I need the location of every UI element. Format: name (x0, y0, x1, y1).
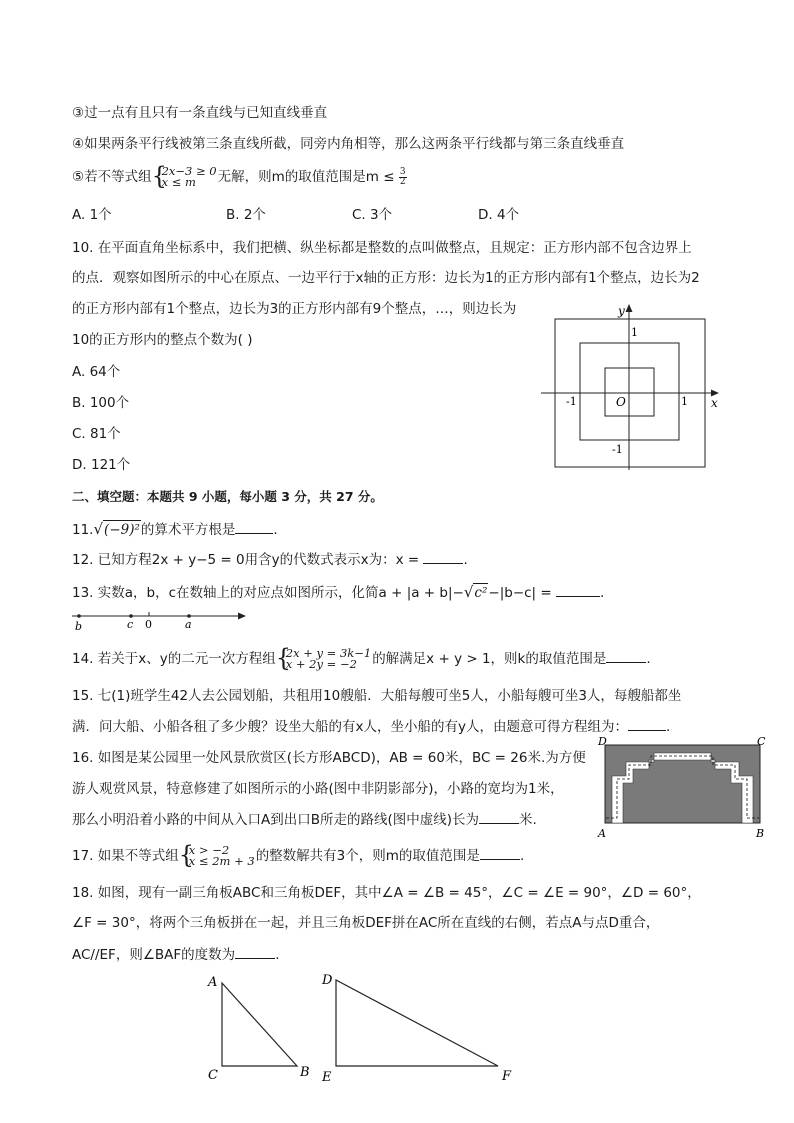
x-axis-label: x (711, 396, 718, 410)
fraction (399, 168, 407, 187)
q16-unit: 米. (519, 812, 537, 828)
answer-blank[interactable] (479, 811, 519, 824)
inequality-system (180, 845, 255, 867)
origin-label: O (616, 395, 626, 409)
q10-line-3: 的正方形内部有1个整点，边长为3的正方形内部有9个整点，…，则边长为 (72, 301, 517, 317)
tick-label: -1 (566, 395, 577, 408)
q16-line-1: 16. 如图是某公园里一处风景欣赏区(长方形ABCD)，AB = 60米，BC = 26米.为方便 (72, 750, 586, 766)
inequality-system (153, 166, 217, 188)
q11-number: 11. (72, 522, 94, 538)
answer-blank[interactable] (606, 650, 646, 663)
q10-option-b[interactable]: B. 100个 (72, 395, 130, 411)
triangles-figure (200, 968, 530, 1088)
q13-text-b: −|b−c| = (488, 585, 556, 601)
fraction-numerator: 3 (399, 166, 406, 177)
q18-line-3: AC//EF，则∠BAF的度数为 . (72, 947, 280, 963)
q10-line-2: 的点．观察如图所示的中心在原点、一边平行于x轴的正方形：边长为1的正方形内部有1个整点，边长为2 (72, 270, 700, 286)
q13-text-a: 13. 实数a，b，c在数轴上的对应点如图所示，化简a + |a + b|− (72, 585, 464, 601)
equation-row: x + 2y = −2 (285, 657, 357, 671)
q17-prefix: 17. 如果不等式组 (72, 848, 179, 864)
sqrt-sign: √ (463, 583, 474, 601)
statement-5-prefix: ⑤若不等式组 (72, 169, 152, 185)
section-heading: 二、填空题：本题共 9 小题，每小题 3 分，共 27 分。 (72, 489, 383, 504)
sqrt-sign: √ (93, 520, 104, 538)
park-path-figure (596, 736, 768, 842)
q18-line-2: ∠F = 30°，将两个三角板拼在一起，并且三角板DEF拼在AC所在直线的右侧，若点A与点D重合， (72, 915, 660, 931)
q14-prefix: 14. 若关于x、y的二元一次方程组 (72, 651, 276, 667)
q10-line-1: 10. 在平面直角坐标系中，我们把横、纵坐标都是整数的点叫做整点，且规定：正方形内部不包含边界上 (72, 240, 692, 256)
statement-5-middle: 无解，则m的取值范围是m ≤ (217, 169, 395, 185)
answer-blank[interactable] (423, 551, 463, 564)
triangle-def (336, 980, 498, 1066)
q18-text: AC//EF，则∠BAF的度数为 (72, 947, 236, 963)
tick-label: 1 (631, 326, 638, 339)
number-line-figure (70, 605, 250, 635)
radicand: (−9)² (104, 522, 140, 538)
q9-option-a[interactable]: A. 1个 (72, 207, 112, 223)
label-a: a (185, 618, 192, 631)
equation-system (277, 648, 371, 670)
q13: 13. 实数a，b，c在数轴上的对应点如图所示，化简a + |a + b|−√c²−|b−c| = . (72, 583, 605, 601)
q16-text: 那么小明沿着小路的中间从入口A到出口B所走的路线(图中虚线)长为 (72, 812, 480, 828)
corner-label-d: D (598, 736, 607, 748)
radicand: c² (474, 585, 488, 601)
q17: 17. 如果不等式组 { x > −2 x ≤ 2m + 3 的整数解共有3个，则m的取值范围是 . (72, 845, 524, 867)
answer-blank[interactable] (235, 521, 273, 534)
corner-label-b: B (756, 827, 765, 840)
q11: 11.√(−9)²的算术平方根是 . (72, 520, 278, 538)
label-c: c (127, 618, 134, 631)
y-axis-label: y (618, 304, 625, 318)
q10-option-c[interactable]: C. 81个 (72, 426, 121, 442)
inequality-row: { x > −2 (188, 843, 230, 857)
tick-label: 1 (681, 395, 688, 408)
q14-text: 的解满足x + y > 1，则k的取值范围是 (372, 651, 607, 667)
answer-blank[interactable] (480, 847, 520, 860)
y-axis-arrow (626, 304, 633, 312)
vertex-label-e: E (322, 1070, 332, 1085)
q15-line-2: 满．问大船、小船各租了多少艘？设坐大船的有x人，坐小船的有y人，由题意可得方程组为： . (72, 719, 671, 735)
statement-3: ③过一点有且只有一条直线与已知直线垂直 (72, 105, 328, 121)
statement-4: ④如果两条平行线被第三条直线所截，同旁内角相等，那么这两条平行线都与第三条直线垂直 (72, 136, 625, 152)
inequality-row: { 2x−3 ≥ 0 (161, 164, 217, 178)
q10-line-4: 10的正方形内的整点个数为( ) (72, 332, 253, 348)
number-line-arrow (238, 613, 246, 620)
concentric-squares-figure (535, 300, 725, 472)
q10-option-a[interactable]: A. 64个 (72, 364, 121, 380)
vertex-label-c: C (208, 1068, 218, 1083)
q18-line-1: 18. 如图，现有一副三角板ABC和三角板DEF，其中∠A = ∠B = 45°，∠C = ∠E = 90°，∠D = 60°， (72, 885, 701, 901)
q10-option-d[interactable]: D. 121个 (72, 457, 131, 473)
answer-blank[interactable] (556, 584, 600, 597)
vertex-label-a: A (208, 975, 218, 990)
q16-line-2: 游人观赏风景，特意修建了如图所示的小路(图中非阴影部分)，小路的宽均为1米， (72, 781, 564, 797)
q12: 12. 已知方程2x + y−5 = 0用含y的代数式表示x为：x = . (72, 552, 468, 568)
vertex-label-f: F (502, 1069, 512, 1084)
q9-option-d[interactable]: D. 4个 (478, 207, 520, 223)
q9-option-b[interactable]: B. 2个 (226, 207, 266, 223)
q15-line-1: 15. 七(1)班学生42人去公园划船，共租用10艘船．大船每艘可坐5人，小船每艘可坐3人，每艘船都坐 (72, 688, 682, 704)
statement-5 (72, 166, 407, 188)
triangle-abc (222, 983, 297, 1066)
corner-label-c: C (757, 736, 766, 748)
q17-text: 的整数解共有3个，则m的取值范围是 (255, 848, 480, 864)
q15-text: 满．问大船、小船各租了多少艘？设坐大船的有x人，坐小船的有y人，由题意可得方程组为： (72, 719, 628, 735)
q16-line-3 (72, 811, 537, 829)
inequality-row: x ≤ m (161, 175, 196, 189)
vertex-label-b: B (300, 1065, 310, 1080)
q12-text: 12. 已知方程2x + y−5 = 0用含y的代数式表示x为：x = (72, 552, 424, 568)
q9-option-c[interactable]: C. 3个 (352, 207, 393, 223)
q14: 14. 若关于x、y的二元一次方程组 { 2x + y = 3k−1 x + 2y = −2 的解满足x + y > 1，则k的取值范围是 . (72, 648, 651, 670)
corner-label-a: A (598, 827, 606, 840)
fraction-denominator: 2 (399, 176, 406, 187)
answer-blank[interactable] (628, 718, 666, 731)
answer-blank[interactable] (235, 946, 275, 959)
label-zero: 0 (145, 618, 152, 631)
vertex-label-d: D (322, 973, 333, 988)
tick-label: -1 (612, 443, 623, 456)
q11-text: 的算术平方根是 (140, 522, 236, 538)
equation-row: { 2x + y = 3k−1 (285, 646, 372, 660)
inequality-row: x ≤ 2m + 3 (188, 854, 255, 868)
label-b: b (75, 620, 83, 633)
point-b (77, 614, 81, 618)
